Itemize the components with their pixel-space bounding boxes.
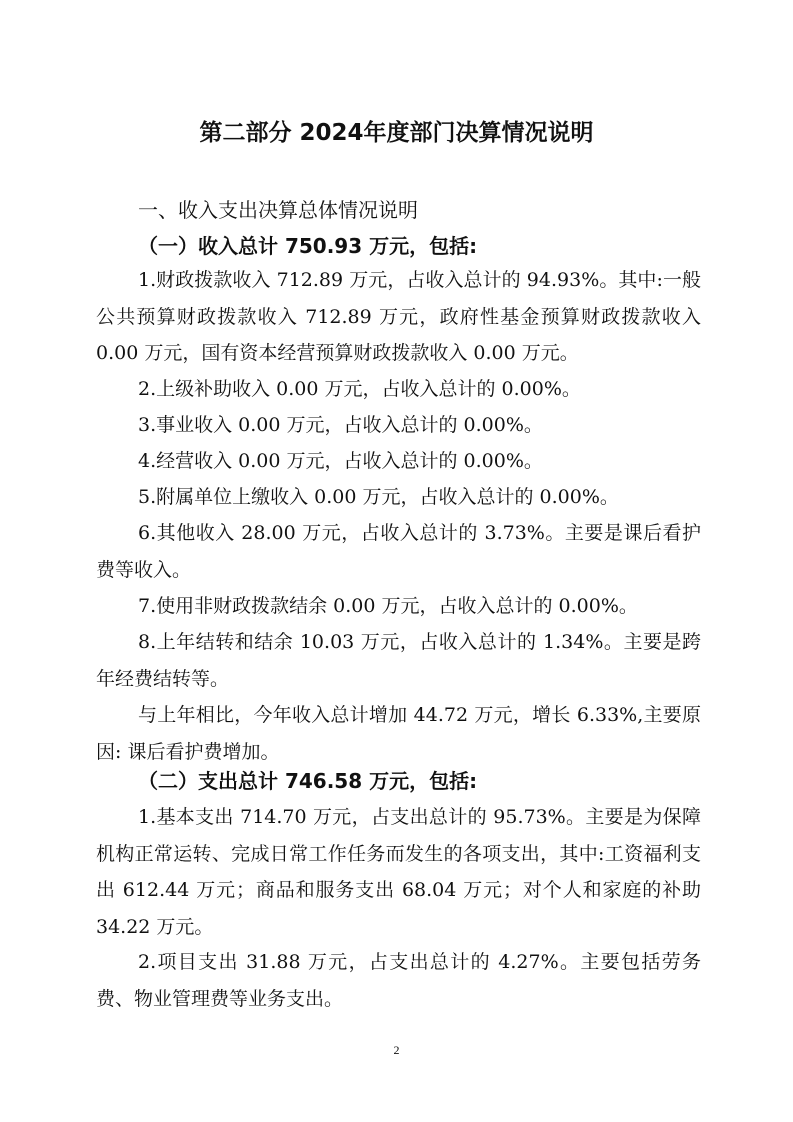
expenditure-item-1: 1.基本支出 714.70 万元，占支出总计的 95.73%。主要是为保障机构正常运转、完成日常工作任务而发生的各项支出，其中:工资福利支出 612.44 万元；商品和服务支出 68.04 万元；对个人和家庭的补助 34.22 万元。 bbox=[96, 806, 701, 938]
income-item-1: 1.财政拨款收入 712.89 万元，占收入总计的 94.93%。其中:一般公共预算财政拨款收入 712.89 万元，政府性基金预算财政拨款收入 0.00 万元，国有资本经营预算财政拨款收入 0.00 万元。 bbox=[96, 269, 701, 364]
income-item-4: 4.经营收入 0.00 万元，占收入总计的 0.00%。 bbox=[138, 450, 543, 472]
expenditure-heading: （二）支出总计 746.58 万元，包括: bbox=[138, 769, 478, 793]
page-number: 2 bbox=[393, 1043, 400, 1057]
section-heading: 一、收入支出决算总体情况说明 bbox=[138, 198, 418, 222]
document-title: 第二部分 2024年度部门决算情况说明 bbox=[199, 120, 594, 146]
expenditure-item-2: 2.项目支出 31.88 万元，占支出总计的 4.27%。主要包括劳务费、物业管理费等业务支出。 bbox=[96, 951, 701, 1010]
income-heading: （一）收入总计 750.93 万元，包括: bbox=[138, 234, 478, 258]
income-comparison: 与上年相比，今年收入总计增加 44.72 万元，增长 6.33%,主要原因: 课后看护费增加。 bbox=[96, 704, 701, 763]
income-item-6: 6.其他收入 28.00 万元，占收入总计的 3.73%。主要是课后看护费等收入。 bbox=[96, 522, 701, 581]
income-item-5: 5.附属单位上缴收入 0.00 万元，占收入总计的 0.00%。 bbox=[138, 486, 619, 508]
income-item-7: 7.使用非财政拨款结余 0.00 万元，占收入总计的 0.00%。 bbox=[138, 595, 638, 617]
income-item-8: 8.上年结转和结余 10.03 万元，占收入总计的 1.34%。主要是跨年经费结转等。 bbox=[96, 631, 701, 690]
income-item-3: 3.事业收入 0.00 万元，占收入总计的 0.00%。 bbox=[138, 414, 543, 436]
income-item-2: 2.上级补助收入 0.00 万元，占收入总计的 0.00%。 bbox=[138, 378, 581, 400]
